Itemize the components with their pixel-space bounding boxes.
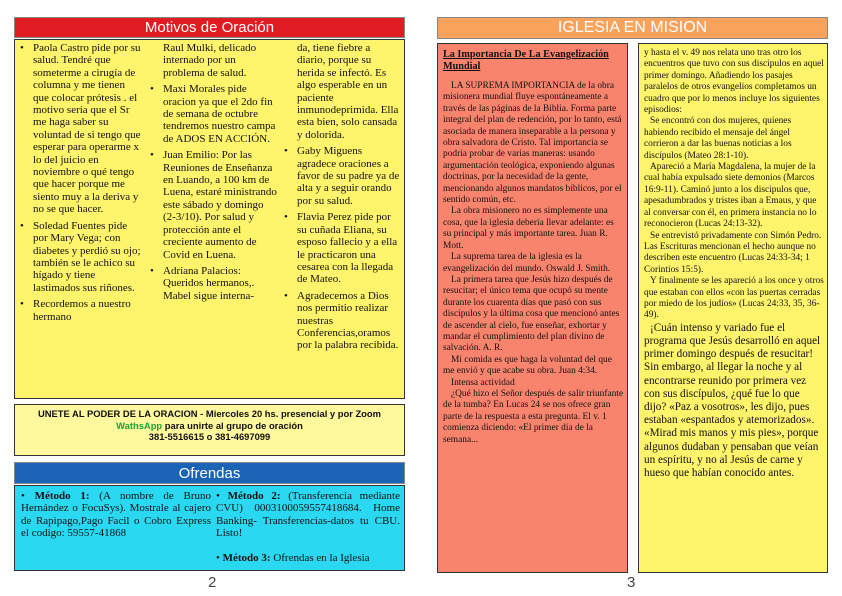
mission-header	[437, 17, 828, 39]
prayer-request-item: • Gaby Miguens agradece oraciones a favor de su padre ya de alta y a seguir orando por su salud.	[283, 145, 401, 207]
ofrendas-header	[14, 462, 405, 484]
metodo-2-text: (Transferencia mediante CVU) 0003100059557418684. Home Banking- Transferencias-datos tu CBU. Listo!	[216, 490, 400, 540]
article-paragraph: Y finalmente se les apareció a los once y otros que estaban con ellos «con las puertas cerradas por miedo de los judíos» (Lucas 24:33, 35, 36-49).	[644, 276, 824, 321]
metodo-1: • Método 1: (A nombre de Bruno Hernández o FocuSys). Mostrale al cajero de Rapipago,Pago Facil o Cobro Express el codigo: 59557-41868	[21, 490, 211, 540]
metodo-3-label: Método 3:	[222, 552, 271, 564]
contact-phones[interactable]: 381-5516615 o 381-4697099	[148, 431, 271, 443]
prayer-header-title: Motivos de Oración	[144, 19, 275, 36]
prayer-request-item: • Soledad Fuentes pide por Mary Vega; con diabetes y perdió su ojo; también se le achico su hígado y tiene lastimados sus riñones.	[19, 220, 143, 294]
prayer-meeting-line: UNETE AL PODER DE LA ORACION - Miercoles 20 hs. presencial y por Zoom	[38, 408, 381, 419]
article-title: La Importancia De La Evangelización Mundial	[443, 49, 609, 72]
article-paragraph: y hasta el v. 49 nos relata uno tras otro los encuentros que tuvo con sus discípulos en aquel primer domingo. Añadiendo los pasajes paralelos de otros evangelios completamos un cuadro que por lo menos incluye los siguientes episodios:	[644, 48, 824, 116]
prayer-request-item: • Juan Emilio: Por las Reuniones de Enseñanza en Luando, a 100 km de Luena, estaré ministrando este sábado y domingo (2-3/10). Por salud y protección ante el creciente aumento de Covid en Luena.	[149, 149, 279, 261]
prayer-header	[14, 17, 405, 38]
article-paragraph: La suprema tarea de la iglesia es la evangelización del mundo. Oswald J. Smith.	[443, 252, 611, 274]
article-column-box	[437, 43, 628, 573]
article-paragraph: Apareció a María Magdalena, la mujer de la cual había expulsado siete demonios (Marcos 16:9-11). Caminó junto a los discípulos que, apesadumbrados y tristes iban a Emaus, y que al conversar con él, en primera instancia no lo reconocieron (Lucas 24:13-32).	[644, 162, 817, 230]
metodo-3-text: Ofrendas en la Iglesia	[270, 552, 370, 564]
article-paragraph: Se encontró con dos mujeres, quienes habiendo recibido el mensaje del ángel corrieron a dar las buenas noticias a los discípulos (Mateo 28:1-10).	[644, 116, 792, 161]
article-paragraph: La primera tarea que Jesús hizo después de resucitar; el único tema que ocupó su mente durante los cuarenta días que pasó con sus discípulos y la última cosa que mencionó antes de ascender al cielo, fue enseñar, exhortar y mandar el cumplimiento del plan divino de salvación. A. R.	[443, 274, 620, 354]
prayer-request-item: Raul Mulki, delicado internado por un problema de salud.	[163, 42, 257, 79]
prayer-request-item: • Flavia Perez pide por su cuñada Eliana, su esposo fallecio y a ella le practicaron una cesarea con la llegada de Mateo.	[283, 211, 401, 285]
prayer-request-item: • Adriana Palacios: Queridos hermanos,. Mabel sigue interna-	[149, 265, 279, 302]
article-paragraph: ¡Cuán intenso y variado fue el programa que Jesús desarrolló en aquel primer domingo después de resucitar! Sin embargo, al llegar la noche y al encontrarse reunido por primera vez con sus discípulos, ¿qué fue lo que dijo? «Paz a vosotros», les dijo, pues estaban «espantados y atemorizados». «Mirad mis manos y mis pies», porque algunos dudaban y pensaban que veían un espíritu, y no al Jesús de carne y hueso que habían conocido antes.	[644, 321, 821, 479]
whatsapp-invite-text: para unirte al grupo de oración	[162, 419, 303, 431]
metodo-3: • Método 3: Ofrendas en la Iglesia	[216, 552, 370, 564]
prayer-requests-box	[14, 39, 405, 399]
ofrendas-box	[14, 485, 405, 571]
prayer-request-item: • Recordemos a nuestro hermano	[19, 298, 143, 323]
prayer-column-2	[149, 42, 279, 302]
article-paragraph: Intensa actividad	[451, 377, 515, 388]
article-paragraph: La obra misionero no es simplemente una cosa, que la iglesia debería llevar adelante: es su principal y más importante tarea. Juan R. Mott.	[443, 206, 614, 251]
metodo-1-label: Método 1:	[34, 490, 90, 502]
article-continuation-box	[638, 43, 828, 573]
article-paragraph: ¿Qué hizo el Señor después de salir triunfante de la tumba? En Lucas 24 se nos ofrece gran parte de la respuesta a esta pregunta. El v. 1 comienza diciendo: «El primer día de la semana...	[443, 388, 624, 445]
prayer-request-item: • Paola Castro pide por su salud. Tendré que someterme a cirugía de columna y me tienen que colocar prótesis . el motivo sería que el Sr me haga saber su voluntad de si tengo que esperar para operarme x lo del juicio en noviembre o qué tengo que hacer porque me siento muy a la deriva y no se que hacer.	[19, 42, 143, 216]
metodo-2-label: Método 2:	[227, 490, 281, 502]
article-paragraph: LA SUPREMA IMPORTANCIA de la obra misionera mundial fluye espontáneamente a través de las páginas de la Biblia. Forma parte integral del plan de redención, por lo tanto, está asociada de manera inseparable a la persona y obra salvadora de Cristo. Tal importancia se podría probar de varias maneras: usando argumentación teológica, exponiendo algunas doctrinas, por la necesidad de la gente, mencionando algunos mandatos bíblicos, por el sentido común, etc.	[443, 81, 622, 206]
metodo-2: • Método 2: (Transferencia mediante CVU) 0003100059557418684. Home Banking- Transferencias-datos tu CBU. Listo!	[216, 490, 400, 540]
article-paragraph: Se entrevistó privadamente con Simón Pedro. Las Escrituras mencionan el hecho aunque no describen este encuentro (Lucas 24:33-34; 1 Corintios 15:5).	[644, 230, 822, 275]
prayer-column-1	[19, 42, 143, 323]
mission-header-title: IGLESIA EN MISION	[557, 19, 708, 36]
whatsapp-label[interactable]: WathsApp	[116, 419, 163, 431]
article-paragraph: Mi comida es que haga la voluntad del que me envió y que acabe su obra. Juan 4:34.	[443, 354, 612, 377]
page-number-left: 2	[208, 574, 217, 591]
whatsapp-line	[21, 420, 398, 432]
metodo-1-text: (A nombre de Bruno Hernández o FocuSys). Mostrale al cajero de Rapipago,Pago Facil o Cobro Express el codigo: 59557-41868	[21, 490, 211, 540]
prayer-request-item: • Maxi Morales pide oracion ya que el 2do fin de semana de octubre tendremos nuestro campa de ADOS EN ACCIÓN.	[149, 83, 279, 145]
page-number-right: 3	[627, 574, 636, 591]
article-continuation	[644, 48, 824, 480]
ofrendas-header-title: Ofrendas	[178, 464, 241, 482]
article-column	[443, 49, 624, 446]
prayer-meeting-banner	[14, 404, 405, 456]
prayer-request-item: • Agradecemos a Dios nos permitio realizar nuestras Conferencias,oramos por la palabra recibida.	[283, 290, 401, 352]
prayer-request-item: da, tiene fiebre a diario, porque su herida se infectó. Es algo esperable en un paciente inmunodeprimida. Ella esta bien, solo cansada y dolorida.	[297, 42, 399, 141]
prayer-column-3	[283, 42, 401, 352]
